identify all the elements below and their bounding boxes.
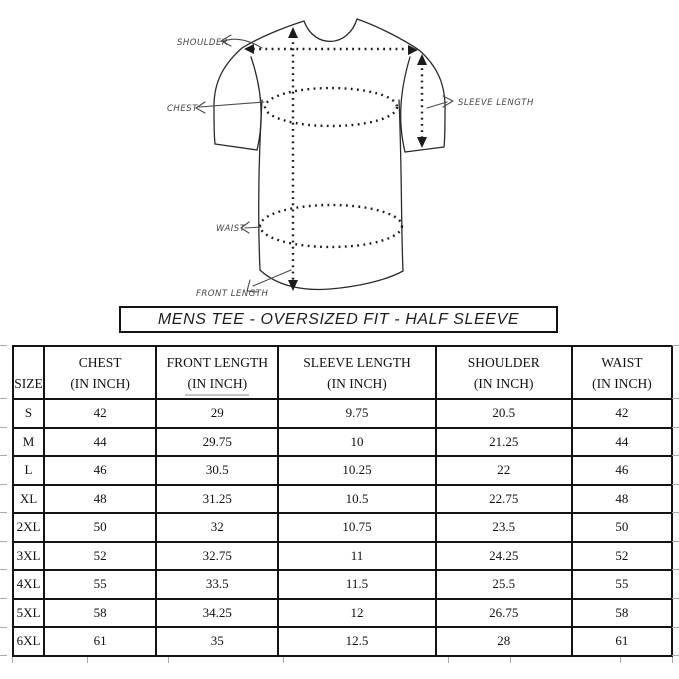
tick-mark bbox=[672, 455, 679, 456]
value-cell: 44 bbox=[572, 428, 672, 457]
value-cell: 32.75 bbox=[156, 542, 278, 571]
size-cell: 5XL bbox=[13, 599, 44, 628]
tick-mark bbox=[672, 345, 679, 346]
col-header-front-length: FRONT LENGTH (IN INCH) bbox=[156, 346, 278, 399]
value-cell: 20.5 bbox=[436, 399, 572, 428]
value-cell: 58 bbox=[44, 599, 156, 628]
tick-mark bbox=[0, 541, 7, 542]
value-cell: 31.25 bbox=[156, 485, 278, 514]
label-pointers bbox=[196, 35, 453, 292]
tick-mark bbox=[672, 657, 673, 663]
size-cell: 2XL bbox=[13, 513, 44, 542]
col-header-chest: CHEST (IN INCH) bbox=[44, 346, 156, 399]
value-cell: 24.25 bbox=[436, 542, 572, 571]
tick-mark bbox=[0, 484, 7, 485]
value-cell: 10 bbox=[278, 428, 435, 457]
col-header-sleeve-length: SLEEVE LENGTH (IN INCH) bbox=[278, 346, 435, 399]
value-cell: 22 bbox=[436, 456, 572, 485]
size-row-4xl bbox=[13, 570, 672, 599]
shoulder-label: SHOULDER bbox=[177, 38, 229, 48]
value-cell: 29 bbox=[156, 399, 278, 428]
size-cell: S bbox=[13, 399, 44, 428]
value-cell: 22.75 bbox=[436, 485, 572, 514]
value-cell: 23.5 bbox=[436, 513, 572, 542]
chart-title-box bbox=[119, 306, 558, 333]
size-table bbox=[12, 345, 673, 657]
front-length-label: FRONT LENGTH bbox=[196, 289, 269, 299]
size-row-l bbox=[13, 456, 672, 485]
value-cell: 46 bbox=[572, 456, 672, 485]
size-cell: XL bbox=[13, 485, 44, 514]
value-cell: 25.5 bbox=[436, 570, 572, 599]
tick-mark bbox=[672, 598, 679, 599]
size-row-xl bbox=[13, 485, 672, 514]
value-cell: 52 bbox=[44, 542, 156, 571]
header-underline-artifact bbox=[185, 394, 249, 396]
value-cell: 61 bbox=[572, 627, 672, 656]
tick-mark bbox=[672, 569, 679, 570]
value-cell: 35 bbox=[156, 627, 278, 656]
value-cell: 50 bbox=[572, 513, 672, 542]
tick-mark bbox=[0, 427, 7, 428]
tick-mark bbox=[168, 657, 169, 663]
tick-mark bbox=[672, 427, 679, 428]
size-row-5xl bbox=[13, 599, 672, 628]
value-cell: 10.5 bbox=[278, 485, 435, 514]
size-row-2xl bbox=[13, 513, 672, 542]
tick-mark bbox=[0, 345, 7, 346]
tick-mark bbox=[87, 657, 88, 663]
sleeve-length-label: SLEEVE LENGTH bbox=[458, 98, 534, 108]
value-cell: 33.5 bbox=[156, 570, 278, 599]
tick-mark bbox=[510, 657, 511, 663]
value-cell: 61 bbox=[44, 627, 156, 656]
value-cell: 32 bbox=[156, 513, 278, 542]
value-cell: 12.5 bbox=[278, 627, 435, 656]
value-cell: 48 bbox=[572, 485, 672, 514]
size-row-s bbox=[13, 399, 672, 428]
col-header-waist: WAIST (IN INCH) bbox=[572, 346, 672, 399]
size-row-m bbox=[13, 428, 672, 457]
tick-mark bbox=[448, 657, 449, 663]
value-cell: 10.75 bbox=[278, 513, 435, 542]
size-row-6xl bbox=[13, 627, 672, 656]
tick-mark bbox=[0, 455, 7, 456]
value-cell: 11 bbox=[278, 542, 435, 571]
value-cell: 34.25 bbox=[156, 599, 278, 628]
chart-title: MENS TEE - OVERSIZED FIT - HALF SLEEVE bbox=[157, 310, 520, 328]
tick-mark bbox=[283, 657, 284, 663]
waist-dotted-ellipse bbox=[260, 205, 402, 247]
size-cell: 3XL bbox=[13, 542, 44, 571]
tick-mark bbox=[0, 398, 7, 399]
value-cell: 58 bbox=[572, 599, 672, 628]
chest-dotted-ellipse bbox=[265, 88, 397, 126]
tick-mark bbox=[672, 655, 679, 656]
size-table-body bbox=[13, 399, 672, 656]
value-cell: 9.75 bbox=[278, 399, 435, 428]
value-cell: 50 bbox=[44, 513, 156, 542]
size-cell: M bbox=[13, 428, 44, 457]
size-cell: 6XL bbox=[13, 627, 44, 656]
chest-label: CHEST bbox=[167, 104, 198, 114]
tick-mark bbox=[620, 657, 621, 663]
value-cell: 52 bbox=[572, 542, 672, 571]
tick-mark bbox=[672, 512, 679, 513]
value-cell: 28 bbox=[436, 627, 572, 656]
value-cell: 44 bbox=[44, 428, 156, 457]
col-header-size: SIZE bbox=[13, 346, 44, 399]
tick-mark bbox=[0, 598, 7, 599]
measurement-dotted-lines bbox=[253, 36, 422, 282]
tick-mark bbox=[0, 512, 7, 513]
value-cell: 42 bbox=[44, 399, 156, 428]
tick-mark bbox=[672, 541, 679, 542]
value-cell: 11.5 bbox=[278, 570, 435, 599]
tick-mark bbox=[0, 569, 7, 570]
value-cell: 10.25 bbox=[278, 456, 435, 485]
value-cell: 42 bbox=[572, 399, 672, 428]
size-table-head bbox=[13, 346, 672, 399]
col-header-shoulder: SHOULDER (IN INCH) bbox=[436, 346, 572, 399]
tick-mark bbox=[12, 657, 13, 663]
size-row-3xl bbox=[13, 542, 672, 571]
value-cell: 48 bbox=[44, 485, 156, 514]
tick-mark bbox=[672, 627, 679, 628]
tick-mark bbox=[0, 655, 7, 656]
tick-mark bbox=[0, 627, 7, 628]
waist-label: WAIST bbox=[216, 224, 246, 234]
measurement-arrowheads bbox=[244, 27, 427, 291]
value-cell: 55 bbox=[572, 570, 672, 599]
value-cell: 26.75 bbox=[436, 599, 572, 628]
value-cell: 12 bbox=[278, 599, 435, 628]
size-cell: L bbox=[13, 456, 44, 485]
size-cell: 4XL bbox=[13, 570, 44, 599]
value-cell: 46 bbox=[44, 456, 156, 485]
tick-mark bbox=[672, 484, 679, 485]
value-cell: 30.5 bbox=[156, 456, 278, 485]
value-cell: 55 bbox=[44, 570, 156, 599]
tick-mark bbox=[672, 398, 679, 399]
tshirt-outline bbox=[214, 19, 445, 289]
value-cell: 21.25 bbox=[436, 428, 572, 457]
value-cell: 29.75 bbox=[156, 428, 278, 457]
tshirt-measurement-diagram bbox=[0, 0, 679, 302]
